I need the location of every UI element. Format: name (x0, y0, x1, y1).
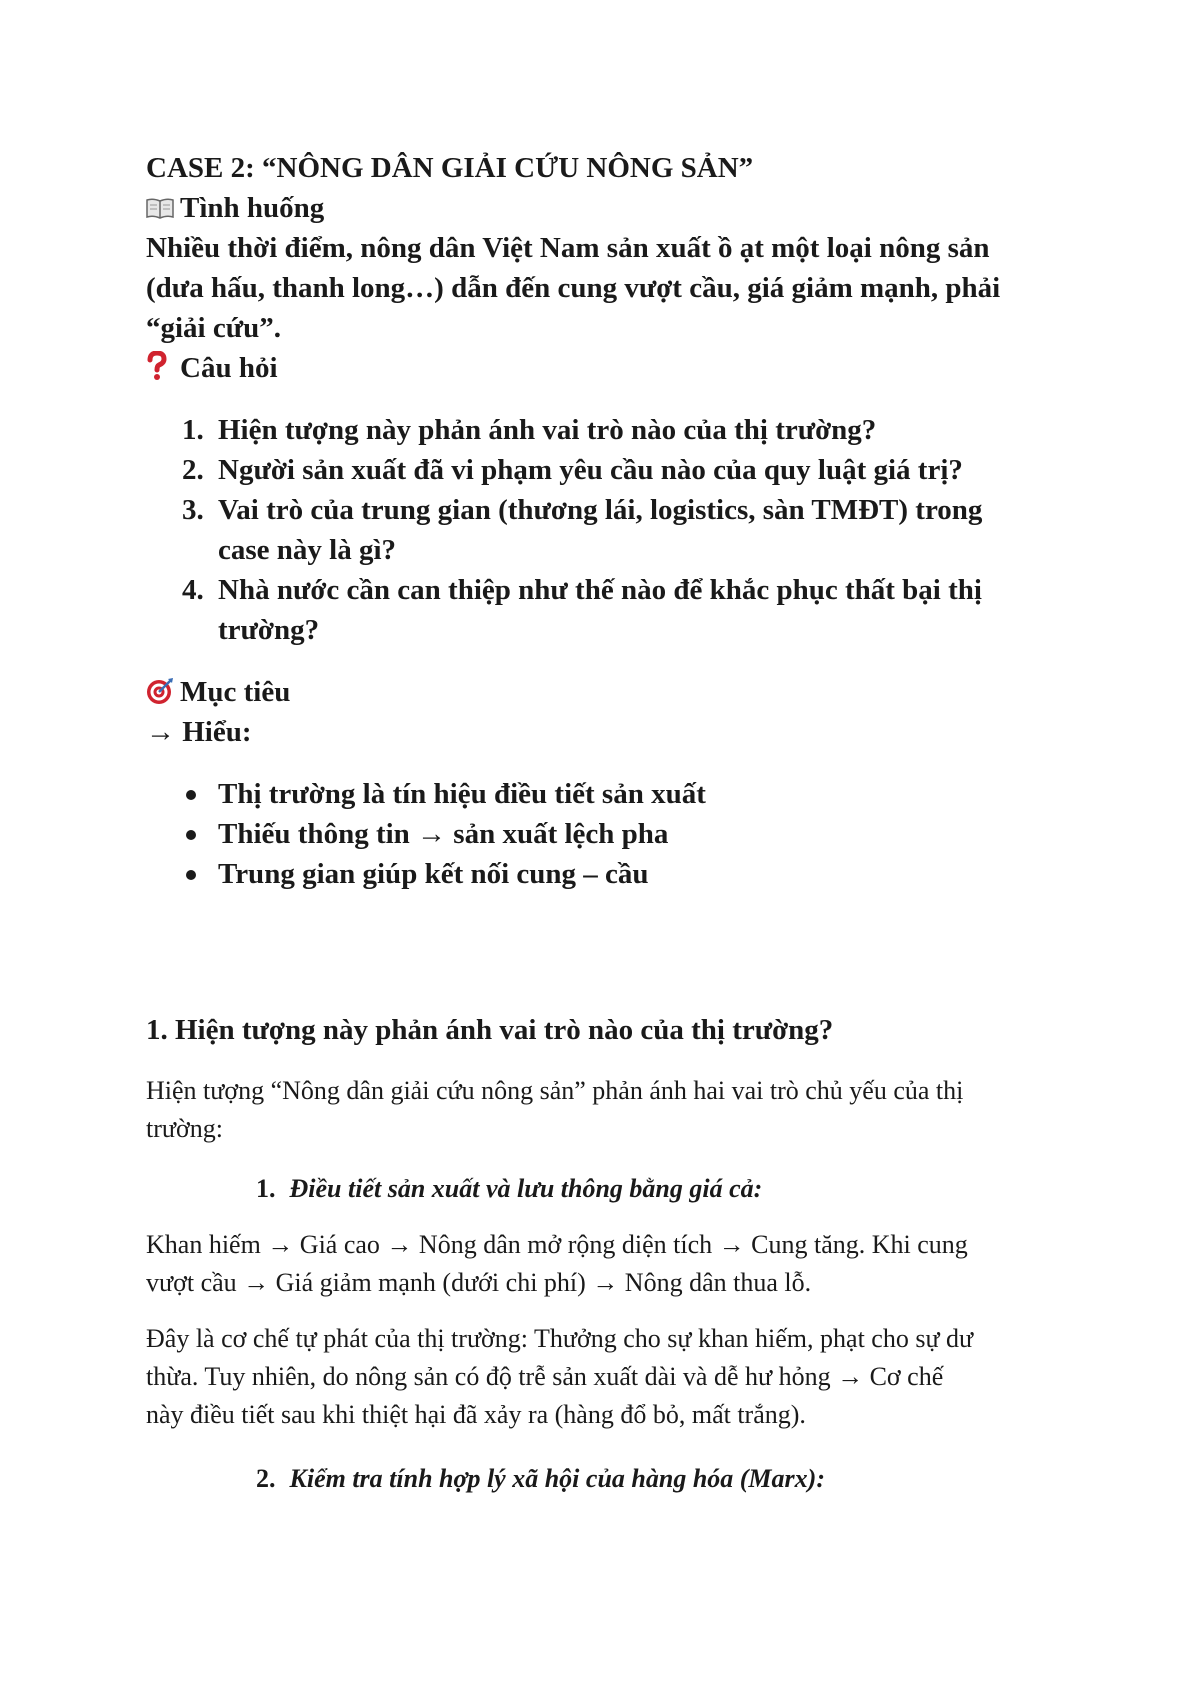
goal-heading-label: Mục tiêu (180, 676, 291, 708)
situation-text-line-1: Nhiều thời điểm, nông dân Việt Nam sản xuất ồ ạt một loại nông sản (146, 232, 990, 264)
list-item-text: Hiện tượng này phản ánh vai trò nào của thị trường? (218, 414, 877, 446)
list-item (146, 854, 1060, 894)
answer1-intro (146, 1072, 1060, 1148)
answer1-heading: 1. Hiện tượng này phản ánh vai trò nào của thị trường? (146, 1014, 834, 1046)
paragraph-line: vượt cầu → Giá giảm mạnh (dưới chi phí) → Nông dân thua lỗ. (146, 1268, 812, 1297)
list-item-text: Người sản xuất đã vi phạm yêu cầu nào của quy luật giá trị? (218, 454, 963, 486)
questions-list (146, 410, 1060, 650)
list-item-number: 3. (182, 494, 204, 526)
list-item-number: 1. (182, 414, 204, 446)
goal-subheading: → Hiểu: (146, 716, 252, 748)
paragraph-line: này điều tiết sau khi thiệt hại đã xảy ra (hàng đổ bỏ, mất trắng). (146, 1400, 806, 1429)
list-item (146, 570, 1060, 650)
book-icon (146, 188, 180, 228)
situation-heading-label: Tình huống (180, 192, 325, 224)
list-item-number: 4. (182, 574, 204, 606)
situation-text-line-3: “giải cứu”. (146, 312, 282, 344)
bullet-icon (186, 870, 196, 880)
answer1-subheading-2 (146, 1460, 1060, 1498)
list-item-text: Thiếu thông tin → sản xuất lệch pha (218, 818, 669, 850)
bullet-icon (186, 830, 196, 840)
list-item-text: Nhà nước cần can thiệp như thế nào để khắc phục thất bại thị (218, 574, 982, 606)
list-item (146, 814, 1060, 854)
paragraph-line: Đây là cơ chế tự phát của thị trường: Thưởng cho sự khan hiếm, phạt cho sự dư (146, 1324, 974, 1353)
bullet-icon (186, 790, 196, 800)
list-item (146, 450, 1060, 490)
subheading-label: Điều tiết sản xuất và lưu thông bằng giá cả: (289, 1174, 763, 1203)
answer1-paragraph-1 (146, 1226, 1060, 1302)
situation-text-line-2: (dưa hấu, thanh long…) dẫn đến cung vượt cầu, giá giảm mạnh, phải (146, 272, 1001, 304)
goal-heading (146, 672, 1060, 712)
list-item-number: 2. (182, 454, 204, 486)
answer1-intro-line-2: trường: (146, 1114, 223, 1143)
situation-heading (146, 188, 1060, 228)
paragraph-line: thừa. Tuy nhiên, do nông sản có độ trễ sản xuất dài và dễ hư hỏng → Cơ chế (146, 1362, 944, 1391)
list-item (146, 490, 1060, 570)
target-icon (146, 672, 180, 712)
answer1-subheading-1 (146, 1170, 1060, 1208)
subheading-label: Kiểm tra tính hợp lý xã hội của hàng hóa (Marx): (289, 1464, 825, 1493)
answer1-intro-line-1: Hiện tượng “Nông dân giải cứu nông sản” phản ánh hai vai trò chủ yếu của thị (146, 1076, 964, 1105)
list-item-text-cont: case này là gì? (218, 534, 397, 566)
list-item (146, 774, 1060, 814)
question-mark-icon (146, 348, 180, 388)
list-item-text-cont: trường? (218, 614, 320, 646)
questions-heading-label: Câu hỏi (180, 352, 278, 384)
answer1-paragraph-2 (146, 1320, 1060, 1434)
list-item-text: Vai trò của trung gian (thương lái, logistics, sàn TMĐT) trong (218, 494, 983, 526)
list-item-text: Trung gian giúp kết nối cung – cầu (218, 858, 649, 890)
list-item (146, 410, 1060, 450)
paragraph-line: Khan hiếm → Giá cao → Nông dân mở rộng diện tích → Cung tăng. Khi cung (146, 1230, 968, 1259)
goal-bullets (146, 774, 1060, 894)
subheading-number: 1. (256, 1174, 276, 1203)
questions-heading (146, 348, 1060, 388)
case-title: CASE 2: “NÔNG DÂN GIẢI CỨU NÔNG SẢN” (146, 152, 754, 184)
list-item-text: Thị trường là tín hiệu điều tiết sản xuất (218, 778, 706, 810)
subheading-number: 2. (256, 1464, 276, 1493)
